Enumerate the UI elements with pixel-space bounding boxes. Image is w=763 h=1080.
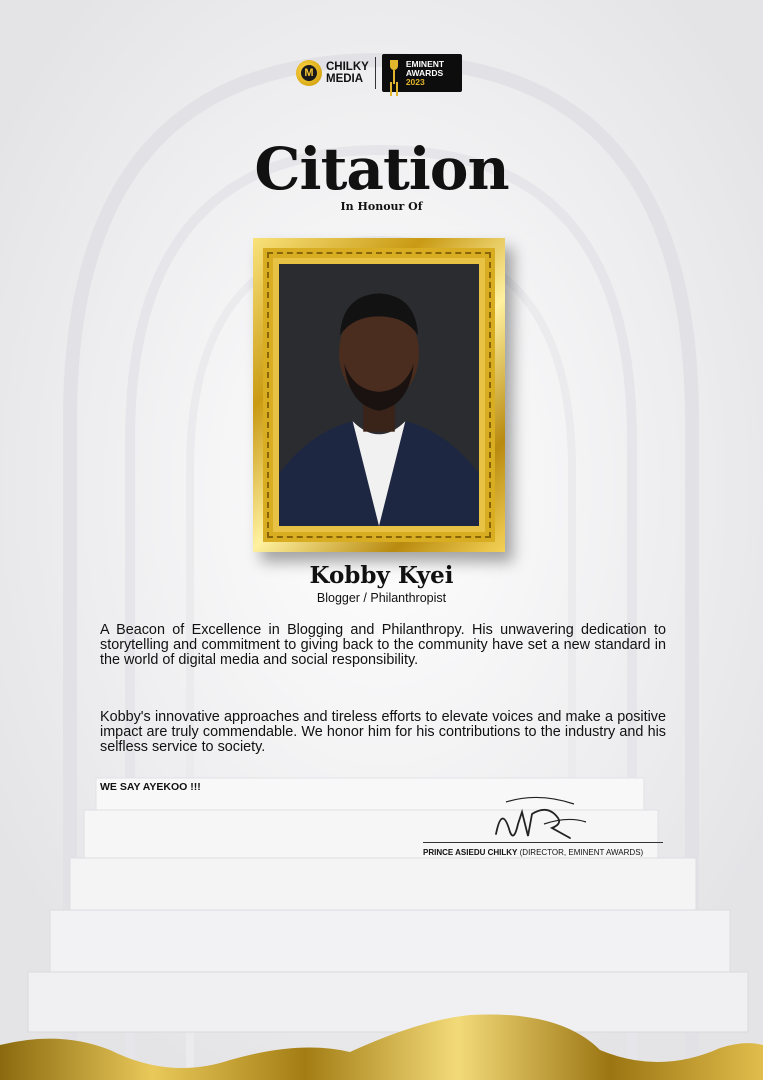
honoree-portrait <box>279 264 479 526</box>
signatory-name: PRINCE ASIEDU CHILKY <box>423 848 518 857</box>
signatory-title: (DIRECTOR, EMINENT AWARDS) <box>519 848 644 857</box>
trophy-icon <box>388 60 400 86</box>
signatory <box>423 848 643 857</box>
citation-title: Citation <box>254 135 509 203</box>
sponsor-logos <box>296 54 462 92</box>
chilky-logo-line2: MEDIA <box>326 73 364 85</box>
gold-picture-frame <box>253 238 505 552</box>
honoree-role: Blogger / Philanthropist <box>316 591 447 605</box>
portrait-illustration <box>279 264 479 526</box>
citation-subtitle: In Honour Of <box>340 200 423 213</box>
logo-divider <box>375 57 376 89</box>
citation-paragraph-1: A Beacon of Excellence in Blogging and Philanthropy. His unwavering dedication to storytelling and commitment to giving back to the community have set a new standard in the world of digital media and social responsibility. <box>100 622 666 668</box>
closing-exclamation: WE SAY AYEKOO !!! <box>100 781 201 793</box>
signature-line <box>423 842 663 843</box>
citation-paragraph-2: Kobby's innovative approaches and tireless efforts to elevate voices and make a positive impact are truly commendable. We honor him for his contributions to the industry and his selfless service to society. <box>100 709 666 755</box>
chilky-logo-line1: CHILKY <box>326 61 369 73</box>
eminent-awards-logo <box>382 54 462 92</box>
eminent-logo-line1: EMINENT <box>405 58 445 69</box>
eminent-logo-year: 2023 <box>405 76 425 87</box>
handwritten-signature <box>488 794 588 846</box>
chilky-media-emblem-icon: M <box>296 60 322 86</box>
honoree-name: Kobby Kyei <box>309 562 454 589</box>
chilky-media-logo <box>296 60 369 86</box>
eminent-logo-line2: AWARDS <box>405 67 444 78</box>
